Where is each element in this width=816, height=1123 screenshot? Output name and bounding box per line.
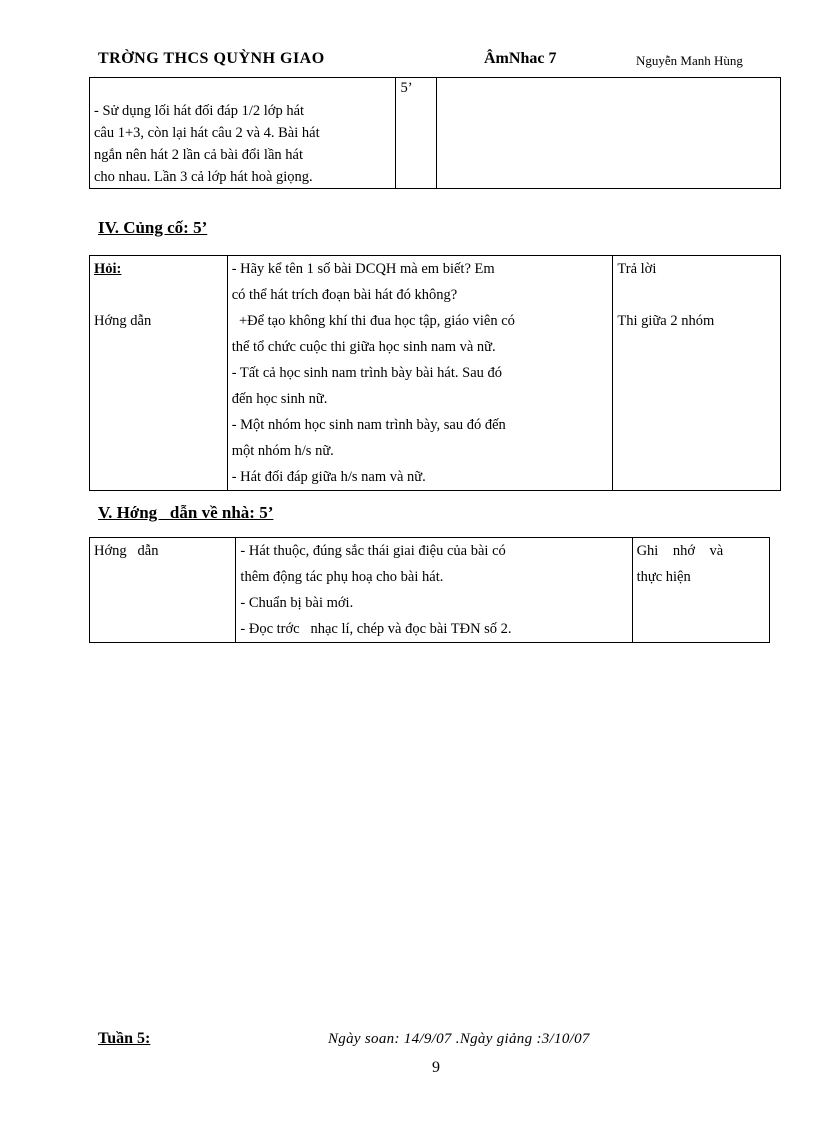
text-line: - Tất cả học sinh nam trình bày bài hát. Sau đó xyxy=(231,365,503,381)
text-line: có thể hát trích đoạn bài hát đó không? xyxy=(231,287,458,303)
table-row xyxy=(90,78,781,189)
section-title-consolidation: IV. Củng cố: 5’ xyxy=(98,218,208,237)
text-line: +Để tạo không khí thi đua học tập, giáo viên có xyxy=(231,313,515,329)
text-line: ngắn nên hát 2 lần cả bài đổi lần hát xyxy=(94,147,303,163)
table-row xyxy=(90,538,770,643)
empty-cell xyxy=(437,78,781,189)
text-line: một nhóm h/s nữ. xyxy=(231,443,334,459)
author-name: Nguyễn Manh Hùng xyxy=(636,53,743,68)
text-line: thể tổ chức cuộc thi giữa học sinh nam và nữ. xyxy=(231,339,496,355)
text-line: - Hãy kể tên 1 số bài DCQH mà em biết? Em xyxy=(231,261,495,277)
activity-table xyxy=(89,77,781,189)
content-cell xyxy=(236,538,632,643)
text-line: - Đọc trớc nhạc lí, chép và đọc bài TĐN số 2. xyxy=(240,621,512,637)
text-line: câu 1+3, còn lại hát câu 2 và 4. Bài hát xyxy=(94,125,320,141)
text-line: - Chuẩn bị bài mới. xyxy=(240,595,354,611)
homework-table xyxy=(89,537,770,643)
school-name: TRỜNG THCS QUỲNH GIAO xyxy=(98,50,325,67)
text-line: Ghi nhớ và xyxy=(636,543,724,559)
text-line: thực hiện xyxy=(636,569,691,585)
question-label: Hỏi: xyxy=(94,261,122,277)
text-line: - Sử dụng lối hát đối đáp 1/2 lớp hát xyxy=(94,103,305,119)
week-label: Tuần 5: xyxy=(98,1030,151,1047)
page-number: 9 xyxy=(432,1059,440,1076)
role-cell: Hớng dẫn xyxy=(90,538,236,643)
time-cell: 5’ xyxy=(396,78,437,189)
content-cell xyxy=(227,256,613,491)
text-line: thêm động tác phụ hoạ cho bài hát. xyxy=(240,569,444,585)
text-line: - Hát đối đáp giữa h/s nam và nữ. xyxy=(231,469,426,485)
section-title-homework: V. Hớng dẫn về nhà: 5’ xyxy=(98,503,274,522)
contest-label: Thi giữa 2 nhóm xyxy=(617,313,715,329)
text-line: - Một nhóm học sinh nam trình bày, sau đó đến xyxy=(231,417,506,433)
table-row xyxy=(90,256,781,491)
activity-description xyxy=(90,78,396,189)
guide-label: Hớng dẫn xyxy=(94,313,152,329)
consolidation-table xyxy=(89,255,781,491)
subject-title: ÂmNhac 7 xyxy=(484,50,557,67)
lesson-dates: Ngày soan: 14/9/07 .Ngày giảng :3/10/07 xyxy=(328,1031,590,1047)
text-line: cho nhau. Lần 3 cả lớp hát hoà giọng. xyxy=(94,169,313,185)
answer-label: Trả lời xyxy=(617,261,657,277)
text-line: - Hát thuộc, đúng sắc thái giai điệu của bài có xyxy=(240,543,506,559)
response-cell xyxy=(632,538,769,643)
response-cell xyxy=(613,256,781,491)
role-cell xyxy=(90,256,228,491)
text-line: đến học sinh nữ. xyxy=(231,391,328,407)
